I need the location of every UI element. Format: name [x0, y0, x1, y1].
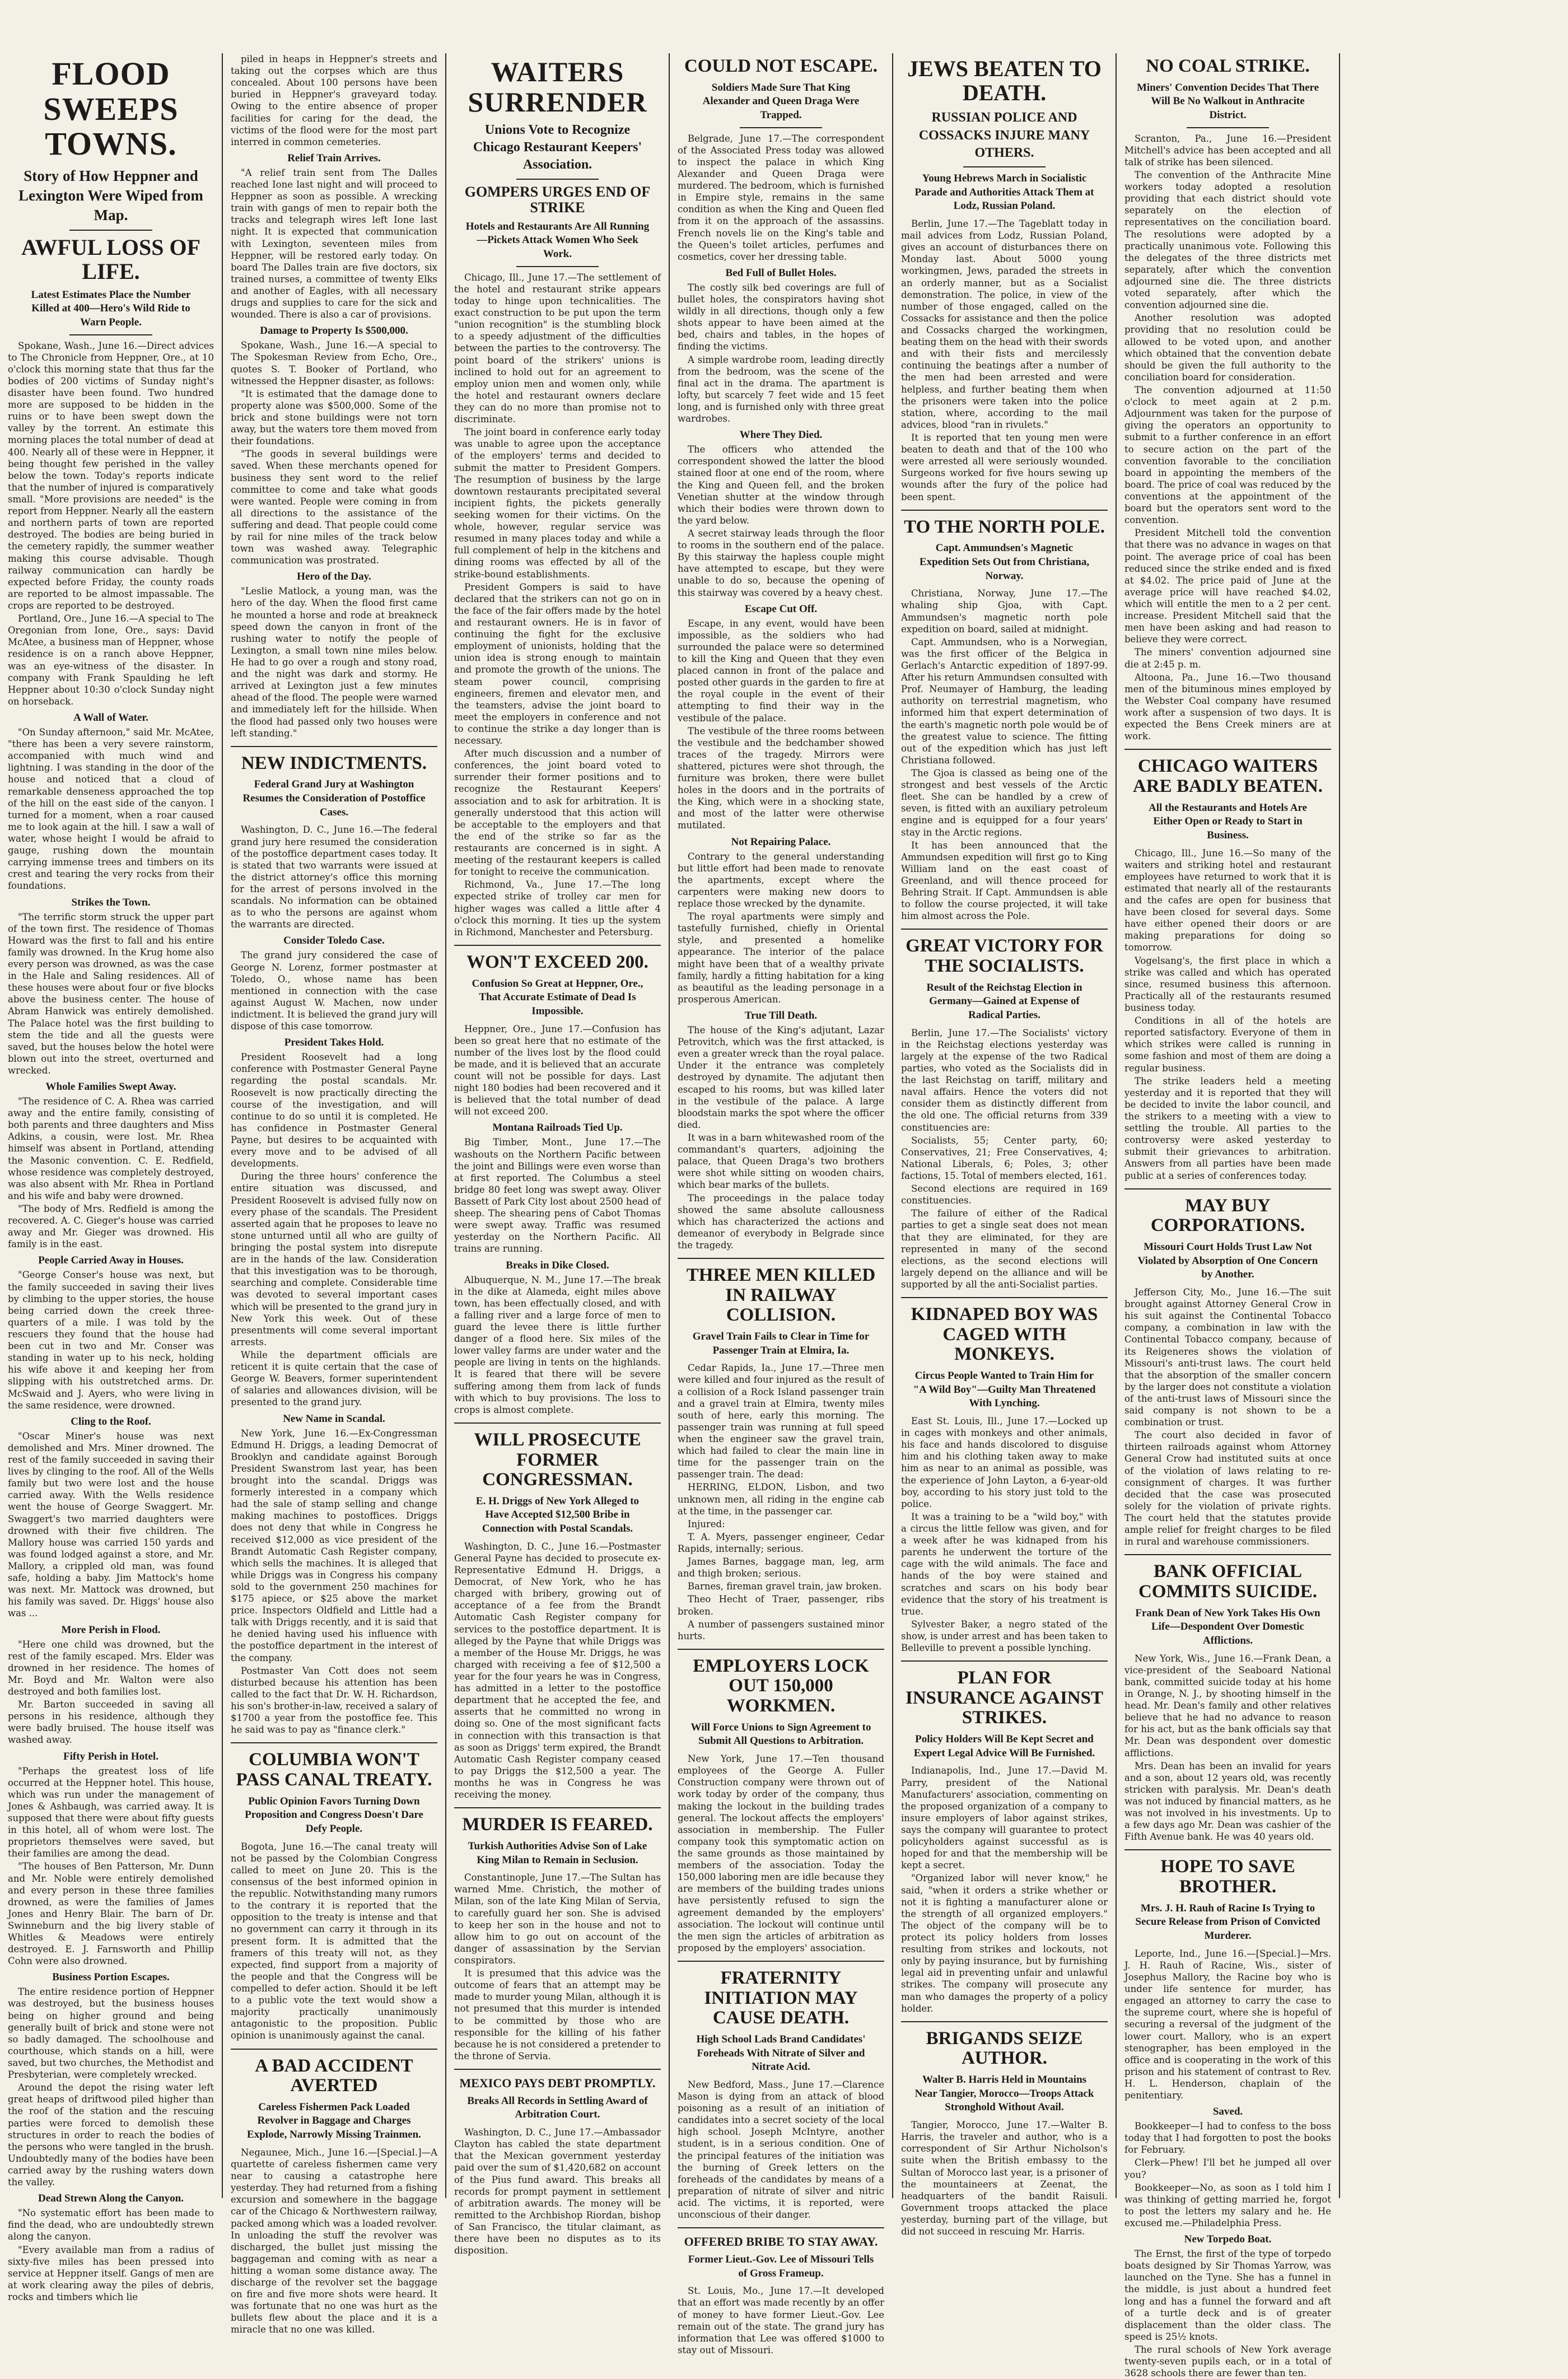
paragraph: Spokane, Wash., June 16.—A special to The Spokesman Review from Echo, Ore., quotes S. T. Booker of Portland, who witnessed the Heppner disaster, as follows:	[231, 340, 437, 386]
divider	[678, 2227, 884, 2228]
paragraph: The joint board in conference early today was unable to agree upon the acceptance of the employers' terms and decided to submit the matter to President Gompers. The resumption of business by the large downtown restaurants precipitated several incipient fights, the pickets generally seeking women for their victims. On the whole, however, regular service was resumed in many places today and while a full complement of help in the kitchens and dining rooms was effected by all of the strike-bound establishments.	[454, 427, 661, 580]
deck: Missouri Court Holds Trust Law Not Violated by Absorption of One Concern by Another.	[1137, 1240, 1318, 1281]
paragraph: Sylvester Baker, a negro stated of the show, is under arrest and has been taken to Belleville to prevent a possible lynching.	[901, 1618, 1108, 1654]
deck: E. H. Driggs of New York Alleged to Have Accepted $12,500 Bribe in Connection with Postal Scandals.	[475, 1495, 640, 1535]
paragraph: "The houses of Ben Patterson, Mr. Dunn and Mr. Noble were entirely demolished and every person in these three families drowned, as were the families of James Jones and Henry Blair. The barn of Dr. Swinneburn and the big livery stable of Whitles & Meadows were entirely destroyed. E. J. Farnsworth and Phillip Cohn were also drowned.	[8, 1861, 214, 1967]
headline: OFFERED BRIBE TO STAY AWAY.	[684, 2235, 878, 2249]
paragraph: T. A. Myers, passenger engineer, Cedar Rapids, internally; serious.	[678, 1531, 884, 1554]
paragraph: St. Louis, Mo., June 17.—It developed that an effort was made recently by an offer of money to have former Lieut.-Gov. Lee remain out of the state. The grand jury has information that Lee was offered $1000 to stay out of Missouri.	[678, 2285, 884, 2355]
deck: Circus People Wanted to Train Him for "A Wild Boy"—Guilty Man Threatened With Lynching.	[913, 1369, 1096, 1410]
paragraph: The convention of the Anthracite Mine workers today adopted a resolution providing that each district should vote separately on the election of representatives on the conciliation board. The resolutions were adopted by a practically unanimous vote. Following this the delegates of the three districts met separately, after which the convention adjourned sine die. The three districts voted separately, after which the convention adjourned sine die.	[1124, 170, 1331, 311]
divider	[901, 2021, 1108, 2022]
subhead: Whole Families Swept Away.	[45, 1081, 176, 1093]
paragraph: "Organized labor will never know," he said, "when it orders a strike whether or not it is fighting a manufacturer alone or the strength of all organized employers." The object of the company will be to protect its policy holders from losses resulting from strikes and lockouts, not only by paying insurance, but by furnishing legal aid in preventing unfair and unlawful strikes. The company will prosecute any man who damages the property of a policy holder.	[901, 1873, 1108, 2014]
divider	[901, 929, 1108, 930]
paragraph: The rural schools of New York average twenty-seven pupils each, or in a total of 3628 schools there are fewer than ten.	[1124, 2344, 1331, 2379]
paragraph: "The residence of C. A. Rhea was carried away and the entire family, consisting of both parents and three daughters and Miss Adkins, a cousin, were lost. Mr. Rhea himself was absent in Portland, attending the Masonic convention. C. E. Redfield, whose residence was completely destroyed, was also absent with Mr. Rhea in Portland and his wife and baby were drowned.	[8, 1096, 214, 1201]
paragraph: Spokane, Wash., June 16.—Direct advices to The Chronicle from Heppner, Ore., at 10 o'clock this morning state that thus far the bodies of 200 victims of Sunday night's disaster have been found. Two hundred more are supposed to be hidden in the ruins or to have been swept down the valley by the torrent. An estimate this morning places the total number of dead at 400. Nearly all of these were in Heppner, it being thought few perished in the valley below the town. Today's reports indicate that the number of injured is comparatively small. "More provisions are needed" is the report from Heppner. Nearly all the eastern and northern parts of town are reported destroyed. The bodies are being buried in the cemetery rapidly, the summer weather making this course advisable. Though railway communication can hardly be expected before Friday, the county roads are reported to be almost impassable. The crops are reported to be destroyed.	[8, 340, 214, 611]
paragraph: A simple wardrobe room, leading directly from the bedroom, was the scene of the final act in the drama. The apartment is lofty, but scarcely 7 feet wide and 15 feet long, and is furnished only with three great wardrobes.	[678, 354, 884, 425]
headline: WAITERS SURRENDER	[468, 56, 647, 118]
deck: Latest Estimates Place the Number Killed at 400—Hero's Wild Ride to Warn People.	[31, 288, 191, 328]
paragraph: Bookkeeper—No, as soon as I told him I was thinking of getting married he, forgot to post the letters my salary and he. He excused me.—Philadelphia Press.	[1124, 2182, 1331, 2229]
headline: JEWS BEATEN TO DEATH.	[907, 56, 1102, 106]
divider	[454, 2069, 661, 2070]
paragraph: "Every available man from a radius of sixty-five miles has been pressed into service at Heppner itself. Gangs of men are at work clearing away the piles of debris, rocks and timbers which lie	[8, 2244, 214, 2302]
subhead: Fifty Perish in Hotel.	[63, 1750, 158, 1762]
paragraph: President Gompers is said to have declared that the strikers can not go on in the face of the fair offers made by the hotel and restaurant owners. He is in favor of continuing the fight for the exclusive employment of unionists, holding that the union idea is strong enough to maintain and promote the growth of the unions. The steam power council, comprising engineers, firemen and elevator men, and the teamsters, advise the joint board to meet the employers in conference and not to continue the strike a day longer than is necessary.	[454, 581, 661, 747]
deck: Federal Grand Jury at Washington Resumes the Consideration of Postoffice Cases.	[242, 778, 426, 818]
paragraph: Bogota, June 16.—The canal treaty will not be passed by the Colombian Congress called to meet on June 20. This is the consensus of the best informed opinion in the republic. Notwithstanding many rumors to the contrary it is reported that the opposition to the treaty is intense and that no government can carry it through in its present form. It is admitted that the framers of this treaty will not, as they expected, find support from a majority of the people and that the Congress will be compelled to defer action. Should it be left to a public vote the text would show a majority practically unanimously antagonistic to the proposition. Public opinion is unanimously against the canal.	[231, 1841, 437, 2041]
deck: Will Force Unions to Sign Agreement to Submit All Questions to Arbitration.	[690, 1721, 871, 1747]
paragraph: Chicago, Ill., June 17.—The settlement of the hotel and restaurant strike appears today to hinge upon technicalities. The exact construction to be put upon the term "union recognition" is the stumbling block to a speedy adjustment of the difficulties between the parties to the controversy. The point board of the strikers' unions is inclined to hold out for an agreement to employ union men and women only, while the hotel and restaurant owners declare they can do no more than promise not to discriminate.	[454, 272, 661, 425]
paragraph: After much discussion and a number of conferences, the joint board voted to surrender their former positions and to recognize the Restaurant Keepers' association and to ask for arbitration. It is generally understood that this action will be acceptable to the employers and that the end of the strike so far as the restaurants are concerned is in sight. A meeting of the restaurant keepers is called for tonight to receive the communication.	[454, 748, 661, 878]
paragraph: The officers who attended the correspondent showed the latter the blood stained floor at one end of the room, where the King and Queen fell, and the broken Venetian shutter at the window through which their bodies were thrown down to the yard below.	[678, 444, 884, 526]
paragraph: Postmaster Van Cott does not seem disturbed because his attention has been called to the fact that Dr. W. H. Richardson, his son's brother-in-law, received a salary of $1700 a year from the postoffice fee. This he said was to pay as "finance clerk."	[231, 1665, 437, 1736]
subhead: Cling to the Roof.	[71, 1415, 151, 1428]
paragraph: Barnes, fireman gravel train, jaw broken.	[688, 1581, 882, 1592]
headline: NO COAL STRIKE.	[1146, 56, 1310, 76]
paragraph: New York, June 16.—Ex-Congressman Edmund H. Driggs, a leading Democrat of Brooklyn and candidate against Borough President Swanstrom last year, has been brought into the scandal. Driggs was formerly interested in a company which had the sale of stamp selling and change making machines to postoffices. Driggs does not deny that while in Congress he received $12,000 as vice president of the Brandt Automatic Cash Register company, which sells the machines. It is alleged that while Driggs was in Congress his company sold to the government 250 machines for $175 apiece, or $25 above the market price. Inspectors Oldfield and Little had a talk with Driggs recently, and it is said that he denied having used his influence with the postoffice department in the interest of the company.	[231, 1428, 437, 1663]
paragraph: "Here one child was drowned, but the rest of the family escaped. Mrs. Elder was drowned in her residence. The homes of Mr. Boyd and Mr. Walton were also destroyed and both families lost.	[8, 1639, 214, 1697]
divider	[901, 1660, 1108, 1662]
subhead: Saved.	[1212, 2106, 1243, 2118]
column-1	[0, 53, 222, 2302]
divider	[454, 1422, 661, 1424]
divider	[516, 179, 599, 180]
paragraph: A secret stairway leads through the floor to rooms in the southern end of the palace. By this stairway the hapless couple might have attempted to escape, but they were unable to do so, because the opening of this stairway was covered by a heavy chest.	[678, 528, 884, 598]
paragraph: "It is estimated that the damage done to property alone was $500,000. Some of the brick and stone buildings were not torn away, but the waters tore them moved from their foundations.	[231, 388, 437, 447]
paragraph: The house of the King's adjutant, Lazar Petrovitch, which was the first attacked, is even a greater wreck than the royal palace. Under it the entrance was completely destroyed by dynamite. The adjutant then escaped to his rooms, but was killed later in the vestibule of the palace. A large bloodstain marks the spot where the officer died.	[678, 1025, 884, 1130]
divider	[1124, 1849, 1331, 1850]
subhead: Where They Died.	[739, 429, 823, 441]
paragraph: A number of passengers sustained minor hurts.	[678, 1618, 884, 1641]
headline: HOPE TO SAVE BROTHER.	[1160, 1856, 1295, 1897]
paragraph: Injured:	[688, 1518, 725, 1529]
paragraph: Portland, Ore., June 16.—A special to The Oregonian from Ione, Ore., says: David McAtee, a business man of Heppner, whose residence is on a ranch above Heppner, was an eye-witness of the disaster. In company with Frank Spaulding he left Heppner about 10:30 o'clock Sunday night on horseback.	[8, 613, 214, 707]
paragraph: Clerk—Phew! I'll bet he jumped all over you?	[1124, 2157, 1331, 2180]
headline: BRIGANDS SEIZE AUTHOR.	[926, 2028, 1083, 2069]
deck: Gravel Train Fails to Clear in Time for Passenger Train at Elmira, Ia.	[692, 1330, 870, 1356]
paragraph: The miners' convention adjourned sine die at 2:45 p. m.	[1124, 647, 1331, 670]
deck: RUSSIAN POLICE AND COSSACKS INJURE MANY OTHERS.	[918, 110, 1090, 160]
paragraph: New Bedford, Mass., June 17.—Clarence Mason is dying from an attack of blood poisoning as a result of an initiation of candidates into a secret society of the local high school. Joseph McIntyre, another student, is in a serious condition. One of the principal features of the initiation was the burning of Greek letters on the foreheads of the candidates by means of a preparation of nitrate of silver and nitric acid. The victims, it is reported, were unconscious of their danger.	[678, 2079, 884, 2221]
paragraph: Christiana, Norway, June 17.—The whaling ship Gjoa, with Capt. Ammundsen's magnetic north pole expedition on board, sailed at midnight.	[901, 588, 1108, 635]
deck: Miners' Convention Decides That There Will Be No Walkout in Anthracite District.	[1136, 81, 1319, 121]
paragraph: The grand jury considered the case of George N. Lorenz, former postmaster at Toledo, O., whose name has been mentioned in connection with the case against August W. Machen, now under indictment. It is believed the grand jury will dispose of this case tomorrow.	[231, 950, 437, 1032]
deck: Turkish Authorities Advise Son of Lake King Milan to Remain in Seclusion.	[468, 1840, 647, 1866]
divider	[678, 1649, 884, 1650]
paragraph: Capt. Ammundsen, who is a Norwegian, was the first officer of the Belgica in Gerlach's Antarctic expedition of 1897-99. After his return Ammundsen consulted with Prof. Neumayer of Hamburg, the leading authority on terrestrial magnetism, who informed him that expert determination of the earth's magnetic north pole would be of the greatest value to science. The fitting out of the expedition which has just left Christiana followed.	[901, 636, 1108, 766]
headline: GREAT VICTORY FOR THE SOCIALISTS.	[906, 936, 1103, 976]
headline: AWFUL LOSS OF LIFE.	[21, 235, 201, 284]
paragraph: While the department officials are reticent it is quite certain that the case of George W. Beavers, former superintendent of salaries and allowances division, will be presented to the grand jury.	[231, 1349, 437, 1408]
paragraph: Altoona, Pa., June 16.—Two thousand men of the bituminous mines employed by the Webster Coal company have resumed work after a suspension of two days. It is expected the Bens Creek miners are at work.	[1124, 671, 1331, 742]
paragraph: The failure of either of the Radical parties to get a single seat does not mean that they are eliminated, for they are represented in many of the second elections, as the second elections will largely depend on the alliance and will be supported by all the anti-Socialist parties.	[901, 1208, 1108, 1290]
deck: Capt. Ammundsen's Magnetic Expedition Sets Out from Christiana, Norway.	[919, 542, 1090, 582]
column-5	[893, 53, 1116, 2237]
subhead: Relief Train Arrives.	[287, 152, 381, 164]
paragraph: President Roosevelt had a long conference with Postmaster General Payne regarding the postal scandals. Mr. Roosevelt is now practically directing the course of the investigation, and will continue to do so until it is completed. He has confidence in Postmaster General Payne, but desires to be acquainted with every move and to be advised of all developments.	[231, 1052, 437, 1169]
deck: Frank Dean of New York Takes His Own Life—Despondent Over Domestic Afflictions.	[1135, 1607, 1320, 1646]
paragraph: "The terrific storm struck the upper part of the town first. The residence of Thomas Howard was the first to fall and his entire family was drowned. In the Krug home also every person was drowned, as was the case in the Hale and Saling residences. All of these houses were about four or five blocks above the business center. The house of Abram Hanwick was entirely demolished. The Palace hotel was the first building to stem the tide and all the guests were saved, but the houses below the hotel were blown out into the street, overturned and wrecked.	[8, 911, 214, 1076]
column-4	[670, 53, 892, 2355]
paragraph: Bookkeeper—I had to confess to the boss today that I had forgotten to post the books for February.	[1124, 2121, 1331, 2156]
paragraph: The Gjoa is classed as being one of the strongest and best vessels of the Arctic fleet. She can be handled by a crew of seven, is fitted with an auxiliary petroleum engine and is equipped for a four years' stay in the Arctic regions.	[901, 767, 1108, 838]
paragraph: Berlin, June 17.—The Tageblatt today in mail advices from Lodz, Russian Poland, gives an account of disturbances there on Monday last. About 5000 young workingmen, Jews, paraded the streets in an orderly manner, but as a Socialist demonstration. The police, in view of the number of those engaged, called on the Cossacks for assistance and then the police and Cossacks charged the workingmen, beating them on the head with their swords and with their fists and mercilessly continuing the beatings after a number of the men had been arrested and were helpless, and further beating them when the prisoners were taken into the police station, where, according to the mail advices, blood "ran in rivulets."	[901, 218, 1108, 430]
column-6	[1117, 53, 1339, 2379]
paragraph: Tangier, Morocco, June 17.—Walter B. Harris, the traveler and author, who is a correspondent of Sir Arthur Nicholson's suite when the British embassy to the Sultan of Morocco last year, is a prisoner of the mountaineers at Zeenat, the headquarters of the bandit Raisuli. Government troops attacked the place yesterday, burning part of the village, but did not succeed in rescuing Mr. Harris.	[901, 2120, 1108, 2237]
paragraph: Indianapolis, Ind., June 17.—David M. Parry, president of the National Manufacturers' association, commenting on the proposed organization of a company to insure employers of labor against strikes, says the company will guarantee to protect policyholders against successful as is hoped for and that the membership will be kept a secret.	[901, 1765, 1108, 1871]
paragraph: It has been announced that the Ammundsen expedition will first go to King William land on the east coast of Greenland, and will thence proceed for Behring Strait. If Capt. Ammundsen is able to follow the course projected, it will take him almost across the Pole.	[901, 839, 1108, 922]
paragraph: Conditions in all of the hotels are reported satisfactory. Everyone of them in which strikes were called is running in some fashion and most of them are doing a regular business.	[1124, 1015, 1331, 1074]
deck: Mrs. J. H. Rauh of Racine Is Trying to Secure Release from Prison of Convicted Murderer.	[1135, 1902, 1320, 1942]
paragraph: Mrs. Dean has been an invalid for years and a son, about 12 years old, was recently stricken with paralysis. Mr. Dean's death was not induced by financial matters, as he was not involved in his investments. Up to a few days ago Mr. Dean was cashier of the Fifth Avenue bank. He was 40 years old.	[1124, 1760, 1331, 1842]
headline: GOMPERS URGES END OF STRIKE	[464, 183, 651, 216]
paragraph: During the three hours' conference the entire situation was discussed, and President Roosevelt is advised fully now on every phase of the scandals. The President asserted again that he proposes to leave no stone unturned until all who are guilty of bringing the postal system into disrepute are in the hands of the law. Consideration that this investigation was to be thorough, searching and complete. Considerable time was devoted to several important cases which will be presented to the grand jury in New York this week. Out of these presentments will come several important arrests.	[231, 1171, 437, 1347]
deck: High School Lads Brand Candidates' Foreheads With Nitrate of Silver and Nitrate Acid.	[696, 2033, 866, 2073]
headline: COULD NOT ESCAPE.	[684, 56, 878, 76]
paragraph: Second elections are required in 169 constituencies.	[901, 1183, 1108, 1206]
paragraph: Negaunee, Mich., June 16.—[Special.]—A quartette of careless fishermen came very near to causing a catastrophe here yesterday. They had returned from a fishing excursion and somewhere in the baggage car of the Chicago & Northwestern railway, packed among which was a loaded revolver. In unloading the stuff the revolver was discharged, the bullet just missing the baggageman and coming with as near a hitting a woman some distance away. The discharge of the revolver set the baggage on fire and five more shots were heard. It was fortunate that no one was hurt as the bullets flew about the place and it is a miracle that no one was killed.	[231, 2147, 437, 2335]
subhead: More Perish in Flood.	[61, 1624, 161, 1636]
divider	[678, 1961, 884, 1962]
subhead: Consider Toledo Case.	[283, 935, 385, 947]
paragraph: Albuquerque, N. M., June 17.—The break in the dike at Alameda, eight miles above town, has been effectually closed, and with a falling river and a large force of men to guard the levee there is little further danger of a flood here. Six miles of the lower valley farms are under water and the people are living in tents on the highlands. It is feared that there will be severe suffering among them from lack of funds with which to buy provisions. The loss to crops is almost complete.	[454, 1274, 661, 1415]
paragraph: The royal apartments were simply and tastefully furnished, chiefly in Oriental style, and presented a homelike appearance. The interior of the palace might have been that of a wealthy private family, hardly a fitting habitation for a king as beautiful as the leading personage in a prosperous American.	[678, 911, 884, 1005]
divider	[740, 127, 823, 128]
paragraph: "The goods in several buildings were saved. When these merchants opened for business they sent word to the relief committee to come and take what goods were wanted. People were coming in from all directions to the assistance of the suffering and dead. That people could come by rail for nine miles of the track below town was washed away. Telegraphic communication was prostrated.	[231, 449, 437, 566]
headline: PLAN FOR INSURANCE AGAINST STRIKES.	[906, 1668, 1103, 1728]
headline: THREE MEN KILLED IN RAILWAY COLLISION.	[686, 1265, 876, 1326]
divider	[454, 1807, 661, 1808]
subhead: Montana Railroads Tied Up.	[492, 1122, 623, 1134]
paragraph: Leporte, Ind., June 16.—[Special.]—Mrs. J. H. Rauh of Racine, Wis., sister of Josephus Mallory, the Racine boy who is under life sentence for murder, has engaged an attorney to carry the case to the supreme court, where she is hopeful of securing a reversal of the judgment of the lower court. Mallory, who is an expert stenographer, has been employed in the office and is cooperating in the work of this prison and his statement of contrast to Rev. H. L. Henderson, chaplain of the penitentiary.	[1124, 1948, 1331, 2101]
paragraph: Cedar Rapids, Ia., June 17.—Three men were killed and four injured as the result of a collision of a Rock Island passenger train and a gravel train at Elmira, twenty miles south of here, early this morning. The passenger train was running at full speed when the engineer saw the gravel train, which had failed to clear the main line in time for the passenger train on the passenger train. The dead:	[678, 1363, 884, 1480]
divider	[1124, 749, 1331, 750]
headline: FRATERNITY INITIATION MAY CAUSE DEATH.	[704, 1967, 858, 2028]
subhead: Damage to Property Is $500,000.	[260, 325, 408, 337]
divider	[231, 1742, 437, 1743]
paragraph: New York, Wis., June 16.—Frank Dean, a vice-president of the Seaboard National bank, committed suicide today at his home in Orange, N. J., by shooting himself in the head. Mr. Dean's family and other relatives believe that he had no advance to reason for his act, but as the bank officials say that Mr. Dean was despondent over domestic afflictions.	[1124, 1653, 1331, 1758]
paragraph: The proceedings in the palace today showed the same absolute callousness which has characterized the actions and demeanor of everybody in Belgrade since the tragedy.	[678, 1192, 884, 1251]
paragraph: Theo Hecht of Traer, passenger, ribs broken.	[678, 1594, 884, 1617]
headline: WON'T EXCEED 200.	[466, 951, 648, 972]
paragraph: "Perhaps the greatest loss of life occurred at the Heppner hotel. This house, which was run under the management of Jones & Ashbaugh, was carried away. It is supposed that there were about fifty guests in this hotel, all of whom were lost. The proprietors themselves were saved, but their families are among the dead.	[8, 1765, 214, 1859]
paragraph: Another resolution was adopted providing that no resolution could be allowed to be voted upon, and another which obtained that the convention debate should be given the full authority to the conciliation board for consideration.	[1124, 312, 1331, 382]
divider	[1187, 127, 1270, 128]
paragraph: "Leslie Matlock, a young man, was the hero of the day. When the flood first came he mounted a horse and rode at breakneck speed down the canyon in front of the rushing water to notify the people of Lexington, a small town nine miles below. He had to go over a rough and stony road, and the night was dark and stormy. He arrived at Lexington just a few minutes ahead of the flood. The people were warned and immediately left for the hillside. When the flood had passed only two houses were left standing."	[231, 586, 437, 739]
headline: WILL PROSECUTE FORMER CONGRESSMAN.	[474, 1429, 641, 1490]
deck: Confusion So Great at Heppner, Ore., That Accurate Estimate of Dead Is Impossible.	[472, 977, 643, 1017]
divider	[69, 230, 152, 231]
paragraph: Big Timber, Mont., June 17.—The washouts on the Northern Pacific between the joint and Billings were even worse than at first reported. The Columbus a steel bridge 80 feet long was swept away. Oliver Bassett of Park City lost about 2500 head of sheep. The shearing pens of Cabot Thomas were swept away. Traffic was resumed yesterday on the Northern Pacific. All trains are running.	[454, 1137, 661, 1254]
paragraph: "George Conser's house was next, but the family succeeded in saving their lives by climbing to the upper stories, the house being carried down the creek three-quarters of a mile. I was told by the rescuers they found that the house had been cut in two and Mr. Conser was standing in water up to his neck, holding his wife above it and keeping her from slipping with his outstretched arms. Dr. McSwaid and J. Ayers, who were living in the same residence, were drowned.	[8, 1270, 214, 1411]
paragraph: The court also decided in favor of thirteen railroads against whom Attorney General Crow had instituted suits at once of the violation of laws relating to re-consignment of charges. It was further decided that the case was prosecuted solely for the violation of private rights. The court held that the statutes provide ample relief for freight charges to be filed in rural and warehouse commissioners.	[1124, 1430, 1331, 1547]
paragraph: "The body of Mrs. Redfield is among the recovered. A. C. Gieger's house was carried away and Mr. Gieger was drowned. His family is in the east.	[8, 1204, 214, 1250]
divider	[69, 334, 152, 335]
column-3	[446, 53, 669, 2256]
subhead: Business Portion Escapes.	[52, 1971, 170, 1984]
paragraph: Washington, D. C., June 16.—The federal grand jury here resumed the consideration of the postoffice department cases today. It is stated that two warrants were issued at the district attorney's office this morning for the arrest of persons involved in the scandals. No information can be obtained as to who the persons are against whom the warrants are directed.	[231, 824, 437, 930]
deck: Walter B. Harris Held in Mountains Near Tangier, Morocco—Troops Attack Stronghold Without Avail.	[914, 2074, 1094, 2114]
divider	[963, 166, 1046, 167]
paragraph: The Ernst, the first of the type of torpedo boats designed by Sir Thomas Yarrow, was launched on the Tyne. She has a funnel in the middle, is just about a hundred feet long and has a funnel the forward and aft of a turtle deck and is of greater displacement than the older class. The speed is 25½ knots.	[1124, 2249, 1331, 2342]
paragraph: The strike leaders held a meeting yesterday and it is reported that they will be decided to invite the labor council, and the strikers to a meeting with a view to settling the trouble. All parties to the controversy were asked yesterday to submit their grievances to arbitration. Answers from all parties have been made public at a series of conferences today.	[1124, 1075, 1331, 1181]
subhead: Breaks in Dike Closed.	[506, 1259, 609, 1271]
headline: TO THE NORTH POLE.	[904, 516, 1105, 537]
paragraph: Contrary to the general understanding but little effort had been made to renovate the apartments, except where the carpenters were making new doors to replace those wrecked by the dynamite.	[678, 851, 884, 909]
subhead: New Name in Scandal.	[283, 1412, 385, 1425]
deck: Result of the Reichstag Election in Germany—Gained at Expense of Radical Parties.	[926, 981, 1082, 1021]
paragraph: Washington, D. C., June 16.—Postmaster General Payne has decided to prosecute ex-Representative Edmund H. Driggs, a Democrat, of New York, who he has charged with bribery, growing out of acceptance of a fee from the Brandt Automatic Cash Register company for services to the postoffice department. It is alleged by the Payne that while Driggs was a member of the House Mr. Driggs, he was charged with receiving a fee of $12,500 a year for the four years he was in Congress, has admitted in a letter to the postoffice department that he accepted the fee, and asserts that he committed no wrong in doing so. One of the most significant facts in connection with this transaction is that as soon as Driggs' term expired, the Brandt Automatic Cash Register company ceased to pay Driggs the $12,500 a year. The months he was in Congress he was receiving the money.	[454, 1541, 661, 1800]
divider	[1124, 1188, 1331, 1190]
subhead: A Wall of Water.	[73, 711, 148, 724]
deck: Hotels and Restaurants Are All Running—Pickets Attack Women Who Seek Work.	[465, 220, 650, 260]
paragraph: It is presumed that this advice was the outcome of fears that an attempt may be made to murder young Milan, although it is not presumed that this murder is intended to be committed by those who are responsible for the killing of his father because he is not considered a pretender to the throne of Servia.	[454, 1968, 661, 2061]
paragraph: Around the depot the rising water left great heaps of driftwood piled higher than the roof of the station and the rescuing parties were forced to demolish these structures in order to reach the bodies of the persons who were tangled in the brush. Undoubtedly many of the bodies have been carried away by the rushing waters down the valley.	[8, 2082, 214, 2188]
paragraph: Constantinople, June 17.—The Sultan has warned Mme. Christich, the mother of Milan, son of the late King Milan of Servia, to carefully guard her son. She is advised to keep her son in the house and not to allow him to go out on account of the danger of assassination by the Servian conspirators.	[454, 1872, 661, 1966]
deck: All the Restaurants and Hotels Are Either Open or Ready to Start in Business.	[1148, 801, 1308, 841]
paragraph: Belgrade, June 17.—The correspondent of the Associated Press today was allowed to inspect the palace in which King Alexander and Queen Draga were murdered. The bedroom, which is furnished in Empire style, remains in the same condition as when the King and Queen fled from it on the approach of the assassins. French novels lie on the King's table and the Queen's toilet articles, perfumes and cosmetics, cover her dressing table.	[678, 133, 884, 262]
headline: FLOOD SWEEPS TOWNS.	[43, 55, 179, 162]
paragraph: The entire residence portion of Heppner was destroyed, but the business houses being on higher ground and being generally built of brick and stone were not so badly damaged. The schoolhouse and courthouse, which stands on a hill, were saved, but two churches, the Methodist and Presbyterian, were completely wrecked.	[8, 1986, 214, 2081]
paragraph: The convention adjourned at 11:50 o'clock to meet again at 2 p.m. Adjournment was taken for the purpose of giving the operators an opportunity to submit to a further conference in an effort to secure action on the part of the convention favorable to the conciliation board in appointing the members of the board. The price of coal was reduced by the conventions at the appointment of the board but the operators sent word to the convention.	[1124, 384, 1331, 526]
paragraph: Heppner, Ore., June 17.—Confusion has been so great here that no estimate of the number of the lives lost by the flood could be made, and it is believed that an accurate count will not be possible for days. Last night 180 bodies had been recovered and it is believed that the total number of dead will not exceed 200.	[454, 1023, 661, 1117]
column-2	[223, 53, 445, 2335]
paragraph: James Barnes, baggage man, leg, arm and thigh broken; serious.	[678, 1556, 884, 1579]
subhead: Hero of the Day.	[297, 571, 371, 583]
paragraph: "On Sunday afternoon," said Mr. McAtee, "there has been a very severe rainstorm, accompanied with much wind and lightning. I was standing in the door of the house and noticed that a cloud of remarkable denseness approached the top of the hill on the east side of the canyon. I turned for a moment, when a roar caused me to look again at the hill. I saw a wall of water, whose height I would be afraid to gauge, rushing down the mountain carrying immense trees and timbers on its crest and tearing the very rocks from their foundations.	[8, 726, 214, 892]
paragraph: Scranton, Pa., June 16.—President Mitchell's advice has been accepted and all talk of strike has been silenced.	[1124, 133, 1331, 167]
paragraph: Socialists, 55; Center party, 60; Conservatives, 21; Free Conservatives, 4; National Liberals, 6; Poles, 3; other factions, 15. Total of members elected, 161.	[901, 1135, 1108, 1181]
divider	[901, 510, 1108, 511]
subhead: Strikes the Town.	[71, 896, 151, 908]
deck: Former Lieut.-Gov. Lee of Missouri Tells of Gross Frameup.	[688, 2253, 874, 2279]
headline: CHICAGO WAITERS ARE BADLY BEATEN.	[1133, 756, 1323, 796]
paragraph: "A relief train sent from The Dalles reached Ione last night and will proceed to Heppner as soon as possible. A wrecking train with gangs of men to repair both the tracks and telegraph wires left Ione last night. It is expected that communication with Lexington, seventeen miles from Heppner, will be restored early today. On board The Dalles train are five doctors, six trained nurses, a committee of twenty Elks and another of Eagles, with all necessary drugs and supplies to care for the sick and wounded. There is also a car of provisions.	[231, 167, 437, 320]
paragraph: East St. Louis, Ill., June 17.—Locked up in cages with monkeys and other animals, his face and hands discolored to disguise him and his clothing taken away to make him as near to an animal as possible, was the experience of John Layton, a 6-year-old boy, according to his story just told to the police.	[901, 1416, 1108, 1509]
paragraph: Washington, D. C., June 17.—Ambassador Clayton has cabled the state department that the Mexican government yesterday paid over the sum of $1,420,682 on account of the Pius fund award. This breaks all records for prompt payment in settlement of arbitration awards. The money will be remitted to the Archbishop Riordan, bishop of San Francisco, the titular claimant, as there have been no disputes as to its disposition.	[454, 2127, 661, 2256]
paragraph: It was in a barn whitewashed room of the commandant's quarters, adjoining the palace, that Queen Draga's two brothers were shot while sitting on wooden chairs, which bear marks of the bullets.	[678, 1132, 884, 1191]
headline: A BAD ACCIDENT AVERTED	[255, 2055, 413, 2096]
headline: NEW INDICTMENTS.	[241, 753, 427, 773]
headline: MURDER IS FEARED.	[462, 1814, 653, 1835]
subhead: True Till Death.	[744, 1010, 818, 1022]
paragraph: piled in heaps in Heppner's streets and taking out the corpses which are thus concealed. About 100 persons have been buried in Heppner's graveyard today. Owing to the entire absence of proper facilities for caring for the dead, the victims of the flood were for the most part interred in common cemeteries.	[231, 54, 437, 147]
deck: Soldiers Made Sure That King Alexander and Queen Draga Were Trapped.	[702, 81, 860, 121]
column-rule	[1339, 53, 1340, 2198]
divider	[901, 1297, 1108, 1298]
subhead: President Takes Hold.	[284, 1037, 384, 1049]
divider	[516, 266, 599, 267]
deck: Story of How Heppner and Lexington Were Wiped from Map.	[18, 167, 203, 224]
paragraph: "Oscar Miner's house was next demolished and Mrs. Miner drowned. The rest of the family succeeded in saving their lives by clinging to the roof. All of the Wells family but two were lost and the house carried away. With the Wells residence went the house of George Swaggert. Mr. Swaggert's two married daughters were drowned with their five children. The Mallory house was carried 150 yards and was found lodged against a store, and Mr. Mallory, a crippled old man, was found safe, holding a baby. Jim Mattock's home was next. Mr. Mattock was drowned, but his family was saved. Dr. Higgs' house also was ...	[8, 1430, 214, 1619]
divider	[231, 746, 437, 747]
headline: MEXICO PAYS DEBT PROMPTLY.	[459, 2075, 656, 2090]
paragraph: The vestibule of the three rooms between the vestibule and the bedchamber showed traces of the tragedy. Mirrors were shattered, pictures were shot through, the furniture was broken, there were bullet holes in the doors and in the portraits of the King, which were in a shocking state, and most of the latter were otherwise mutilated.	[678, 725, 884, 831]
divider	[1124, 1554, 1331, 1555]
subhead: People Carried Away in Houses.	[38, 1254, 184, 1267]
headline: EMPLOYERS LOCK OUT 150,000 WORKMEN.	[693, 1655, 869, 1716]
paragraph: It was a training to be a "wild boy," with a circus the little fellow was given, and for a week after he was kidnaped from his parents he underwent the torture of the cage with the wild animals. The face and hands of the boy were stained and scratches and scars on his body bear evidence that the story of his treatment is true.	[901, 1511, 1108, 1617]
deck: Public Opinion Favors Turning Down Proposition and Congress Doesn't Dare Defy People.	[245, 1795, 423, 1835]
subhead: Dead Strewn Along the Canyon.	[38, 2193, 184, 2205]
paragraph: Mr. Barton succeeded in saving all persons in his residence, although they were badly bruised. The house itself was washed away.	[8, 1699, 214, 1746]
paragraph: Jefferson City, Mo., June 16.—The suit brought against Attorney General Crow in his suit against the Continental Tobacco company, a combination in law with the Continental Tobacco company, because of its Reigeneres shows the violation of Missouri's anti-trust laws. The court held that the absorption of the smaller concern by the larger does not constitute a violation of the anti-trust laws of Missouri since the said company is not shown to be a combination or trust.	[1124, 1286, 1331, 1428]
deck: Careless Fishermen Pack Loaded Revolver in Baggage and Charges Explode, Narrowly Missing Trainmen.	[247, 2101, 421, 2141]
paragraph: Berlin, June 17.—The Socialists' victory in the Reichstag elections yesterday was largely at the expense of the two Radical parties, who voted as the Socialists did in the last Reichstag on tariff, military and naval affairs. Hence the voters did not consider them as distinctly different from the old one. The official returns from 339 constituencies are:	[901, 1027, 1108, 1133]
paragraph: President Mitchell told the convention that there was no advance in wages on that point. The average price of coal has been reduced since the strike ended and is fixed at $4.02. The price paid of June at the average price will have reached $4.02, which will entitle the men to a 2 per cent. increase. President Mitchell said that the men have been asking and had reason to believe they were correct.	[1124, 528, 1331, 645]
paragraph: Chicago, Ill., June 16.—So many of the waiters and striking hotel and restaurant employees have returned to work that it is estimated that nearly all of the restaurants and the cafes are open for business that have been closed for several days. Some have either opened their doors or are making preparations for doing so tomorrow.	[1124, 847, 1331, 953]
deck: Young Hebrews March in Socialistic Parade and Authorities Attack Them at Lodz, Russian Poland.	[914, 172, 1094, 212]
headline: COLUMBIA WON'T PASS CANAL TREATY.	[236, 1750, 432, 1790]
divider	[231, 2049, 437, 2050]
paragraph: New York, June 17.—Ten thousand employees of the George A. Fuller Construction company were thrown out of work today by order of the company, thus making the lockout in the building trades general. The lockout affects the employers' association in membership. The Fuller company took this symptomatic action on the same grounds as those maintained by members of the association. Today the 150,000 laboring men are idle because they are members of the building trades unions have persistently refused to sign the agreement demanded by the employers' association. The lockout will continue until the men sign the articles of arbitration as proposed by the employers' association.	[678, 1753, 884, 1953]
deck: Policy Holders Will Be Kept Secret and Expert Legal Advice Will Be Furnished.	[913, 1733, 1095, 1759]
paragraph: Escape, in any event, would have been impossible, as the soldiers who had surrounded the palace were so determined to kill the King and Queen that they even placed cannon in front of the palace and posted other guards in the garden to fire at the royal couple in the event of their attempting to find their way in the vestibule of the palace.	[678, 618, 884, 724]
headline: BANK OFFICIAL COMMITS SUICIDE.	[1138, 1561, 1318, 1602]
paragraph: HERRING, ELDON, Lisbon, and two unknown men, all riding in the engine cab at the time, in the passenger car.	[678, 1482, 884, 1517]
deck: Breaks All Records in Settling Award of Arbitration Court.	[467, 2095, 648, 2121]
paragraph: It is reported that ten young men were beaten to death and that of the 100 who were arrested all were seriously wounded. Surgeons worked for five hours sewing up wounds after the fury of the police had been spent.	[901, 432, 1108, 502]
headline: MAY BUY CORPORATIONS.	[1150, 1195, 1305, 1236]
paragraph: Vogelsang's, the first place in which a strike was called and which has operated since, resumed business this afternoon. Practically all of the restaurants resumed business today.	[1124, 955, 1331, 1013]
paragraph: Richmond, Va., June 17.—The long expected strike of trolley car men for higher wages was called a little after 4 o'clock this morning. It ties up the system in Richmond, Manchester and Petersburg.	[454, 879, 661, 937]
deck: Unions Vote to Recognize Chicago Restaurant Keepers' Association.	[473, 123, 642, 172]
headline: KIDNAPED BOY WAS CAGED WITH MONKEYS.	[911, 1304, 1098, 1365]
paragraph: "No systematic effort has been made to find the dead, who are undoubtedly strewn along the canyon.	[8, 2208, 214, 2242]
subhead: New Torpedo Boat.	[1184, 2233, 1272, 2246]
subhead: Not Repairing Palace.	[731, 836, 831, 848]
divider	[454, 945, 661, 946]
subhead: Bed Full of Bullet Holes.	[725, 267, 837, 279]
paragraph: The costly silk bed coverings are full of bullet holes, the conspirators having shot wildly in all directions, though only a few shots appear to have been aimed at the bed, chairs and tables, in the hopes of finding the victims.	[678, 282, 884, 352]
divider	[678, 1258, 884, 1259]
subhead: Escape Cut Off.	[744, 603, 818, 615]
